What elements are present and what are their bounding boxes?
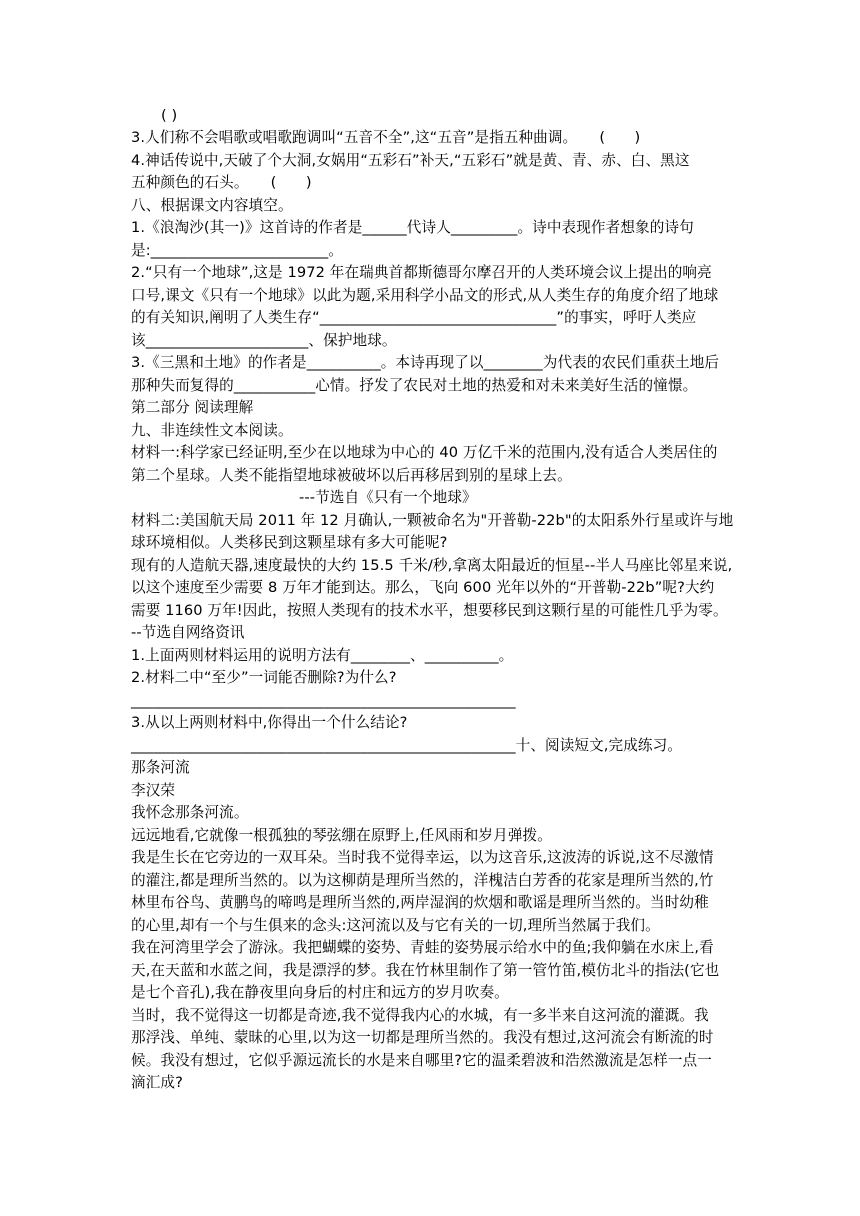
- fill-2-line-3: 的有关知识,阐明了人类生存“________________________________”的事实，呼吁人类应: [131, 309, 697, 326]
- essay-author: 李汉荣: [131, 782, 176, 799]
- material-2-line-4: 以这个速度至少需要 8 万年才能到达。那么，飞向 600 光年以外的“开普勒-22b”呢?大约: [131, 579, 715, 596]
- part-2-heading: 第二部分 阅读理解: [131, 399, 254, 416]
- essay-paragraph-4-line-1: 我在河湾里学会了游泳。我把蝴蝶的姿势、青蛙的姿势展示给水中的鱼;我仰躺在水床上,看: [131, 939, 714, 956]
- material-2-line-1: 材料二:美国航天局 2011 年 12 月确认,一颗被命名为"开普勒-22b"的太阳系外行星或许与地: [131, 512, 734, 529]
- essay-paragraph-5-line-4: 滴汇成?: [131, 1074, 183, 1091]
- section-9-heading: 九、非连续性文本阅读。: [131, 422, 293, 439]
- material-2-line-3: 现有的人造航天器,速度最快的大约 15.5 千米/秒,拿离太阳最近的恒星--半人马座比邻星来说,: [131, 557, 733, 574]
- essay-paragraph-4-line-2: 天,在天蓝和水蓝之间，我是漂浮的梦。我在竹林里制作了第一管竹笛,模仿北斗的指法(它也: [131, 962, 720, 979]
- answer-line-3-and-section-10: ____________________________________________________十、阅读短文,完成练习。: [131, 737, 683, 754]
- question-4-line-2: 五种颜色的石头。 ( ): [131, 174, 312, 191]
- question-4-line-1: 4.神话传说中,天破了个大洞,女娲用“五彩石”补天,“五彩石”就是黄、青、赤、白、黑这: [131, 152, 690, 169]
- material-2-line-2: 球环境相似。人类移民到这颗星球有多大可能呢?: [131, 534, 448, 551]
- reading-question-2: 2.材料二中“至少”一词能否删除?为什么?: [131, 669, 397, 686]
- fill-2-line-1: 2.“只有一个地球”,这是 1972 年在瑞典首都斯德哥尔摩召开的人类环境会议上提出的响亮: [131, 264, 712, 281]
- fill-1-line-2: 是:________________________。: [131, 242, 343, 259]
- essay-paragraph-3-line-1: 我是生长在它旁边的一双耳朵。当时我不觉得幸运，以为这音乐,这波涛的诉说,这不尽激情: [131, 849, 714, 866]
- section-8-heading: 八、根据课文内容填空。: [131, 197, 293, 214]
- fill-2-line-4: 该______________________、保护地球。: [131, 332, 397, 349]
- material-1-line-2: 第二个星球。人类不能指望地球被破坏以后再移居到别的星球上去。: [131, 467, 572, 484]
- material-1-source: ---节选自《只有一个地球》: [299, 489, 477, 506]
- material-2-source: --节选自网络资讯: [131, 624, 245, 641]
- essay-paragraph-5-line-3: 候。我没有想过，它似乎源远流长的水是来自哪里?它的温柔碧波和浩然激流是怎样一点一: [131, 1052, 712, 1069]
- essay-paragraph-3-line-4: 的心里,却有一个与生俱来的念头:这河流以及与它有关的一切,理所当然属于我们。: [131, 917, 660, 934]
- essay-paragraph-4-line-3: 是七个音孔),我在静夜里向身后的村庄和远方的岁月吹奏。: [131, 984, 509, 1001]
- fill-2-line-2: 口号,课文《只有一个地球》以此为题,采用科学小品文的形式,从人类生存的角度介绍了地球: [131, 287, 719, 304]
- answer-line-2: ____________________________________________________: [131, 692, 516, 709]
- essay-paragraph-5-line-2: 那浮浅、单纯、蒙昧的心里,以为这一切都是理所当然的。我没有想过,这河流会有断流的时: [131, 1029, 714, 1046]
- essay-paragraph-2: 远远地看,它就像一根孤独的琴弦绷在原野上,任风雨和岁月弹拨。: [131, 827, 552, 844]
- question-3-five-tones: 3.人们称不会唱歌或唱歌跑调叫“五音不全”,这“五音”是指五种曲调。 ( ): [131, 129, 641, 146]
- fill-1-line-1: 1.《浪淘沙(其一)》这首诗的作者是______代诗人_________。诗中表现作者想象的诗句: [131, 219, 694, 236]
- essay-paragraph-1: 我怀念那条河流。: [131, 804, 249, 821]
- essay-paragraph-3-line-2: 的灌注,都是理所当然的。以为这柳荫是理所当然的，洋槐洁白芳香的花家是理所当然的,竹: [131, 872, 714, 889]
- essay-paragraph-3-line-3: 林里布谷鸟、黄鹏鸟的啼鸣是理所当然的,两岸湿润的炊烟和歌谣是理所当然的。当时幼稚: [131, 894, 709, 911]
- material-1-line-1: 材料一:科学家已经证明,至少在以地球为中心的 40 万亿千米的范围内,没有适合人类居住的: [131, 444, 718, 461]
- fill-3-line-1: 3.《三黑和土地》的作者是__________。本诗再现了以________为代表的农民们重获土地后: [131, 354, 720, 371]
- essay-title: 那条河流: [131, 759, 190, 776]
- fill-3-line-2: 那种失而复得的___________心情。抒发了农民对土地的热爱和对未来美好生活的憧憬。: [131, 377, 698, 394]
- reading-question-3: 3.从以上两则材料中,你得出一个什么结论?: [131, 714, 408, 731]
- material-2-line-5: 需要 1160 万年!因此，按照人类现有的技术水平，想要移民到这颗行星的可能性几乎为零。: [131, 602, 728, 619]
- reading-question-1: 1.上面两则材料运用的说明方法有________、__________。: [131, 647, 514, 664]
- answer-paren: ( ): [161, 107, 178, 124]
- essay-paragraph-5-line-1: 当时，我不觉得这一切都是奇迹,我不觉得我内心的水城，有一多半来自这河流的灌溉。我: [131, 1007, 709, 1024]
